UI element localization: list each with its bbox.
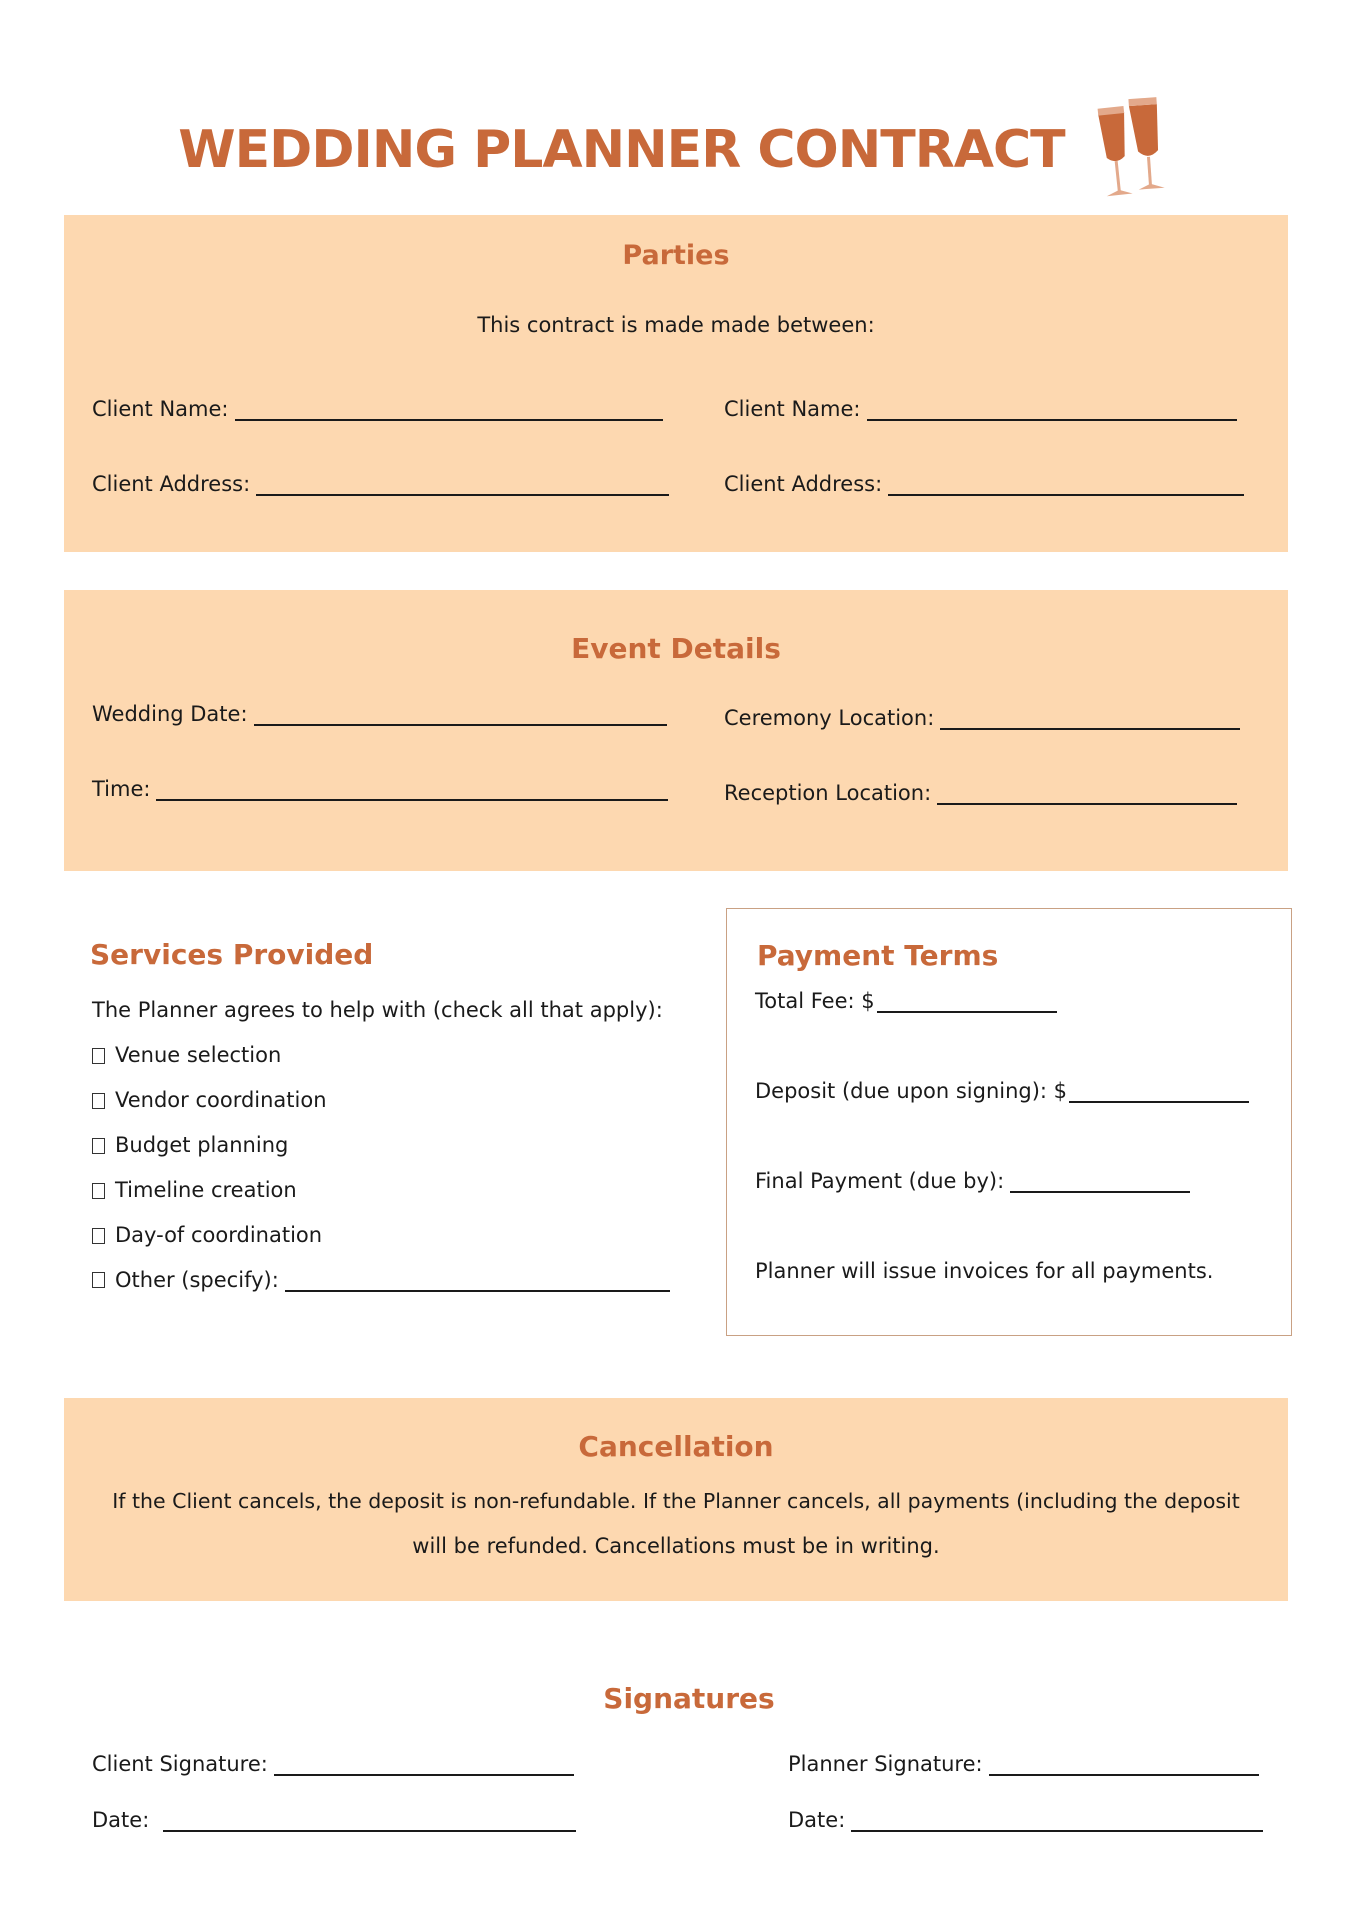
client1-address-label: Client Address: [92,472,251,496]
event-details-section [64,590,1288,871]
champagne-glasses-icon [1088,95,1172,205]
planner-date-label: Date: [788,1808,846,1832]
service-label: Day-of coordination [115,1223,323,1247]
service-checkbox[interactable] [92,1048,105,1064]
time-input[interactable] [156,781,668,801]
total-fee-label: Total Fee: $ [755,989,875,1013]
client1-address-input[interactable] [256,476,669,496]
service-item-vendor[interactable] [92,1088,327,1112]
reception-location-label: Reception Location: [724,781,932,805]
client1-address-field [92,472,669,496]
wedding-date-label: Wedding Date: [92,702,248,726]
client1-name-input[interactable] [235,401,663,421]
client2-name-field [724,397,1237,421]
service-item-budget[interactable] [92,1133,288,1157]
service-checkbox[interactable] [92,1138,105,1154]
cancellation-heading: Cancellation [578,1430,774,1463]
planner-signature-label: Planner Signature: [788,1752,983,1776]
planner-signature-input[interactable] [989,1756,1259,1776]
service-label: Vendor coordination [115,1088,327,1112]
client2-address-input[interactable] [888,476,1244,496]
final-payment-label: Final Payment (due by): [755,1169,1005,1193]
service-label: Budget planning [115,1133,289,1157]
time-label: Time: [92,777,151,801]
ceremony-location-field [724,706,1240,730]
parties-section [64,215,1288,552]
client1-name-field [92,397,663,421]
time-field [92,777,668,801]
payment-terms-box [726,908,1292,1336]
planner-signature-field [788,1752,1259,1776]
ceremony-location-label: Ceremony Location: [724,706,935,730]
cancellation-line-2: will be refunded. Cancellations must be in writing. [412,1534,940,1558]
client2-name-label: Client Name: [724,397,861,421]
service-item-timeline[interactable] [92,1178,297,1202]
parties-heading: Parties [622,240,730,271]
page-title: WEDDING PLANNER CONTRACT [178,120,1065,180]
ceremony-location-input[interactable] [940,710,1240,730]
service-checkbox[interactable] [92,1272,105,1288]
client2-name-input[interactable] [867,401,1237,421]
client-date-input[interactable] [163,1812,576,1832]
client1-name-label: Client Name: [92,397,229,421]
final-payment-input[interactable] [1010,1173,1190,1193]
client-date-label: Date: [92,1808,150,1832]
reception-location-field [724,781,1237,805]
service-item-other[interactable] [92,1268,670,1292]
services-intro: The Planner agrees to help with (check all that apply): [92,998,663,1022]
wedding-date-input[interactable] [254,706,667,726]
parties-intro: This contract is made made between: [477,313,875,337]
final-payment-field [755,1169,1190,1193]
service-checkbox[interactable] [92,1228,105,1244]
invoice-note: Planner will issue invoices for all payments. [755,1259,1214,1283]
service-item-venue[interactable] [92,1043,281,1067]
deposit-field [755,1079,1249,1103]
service-label: Venue selection [115,1043,282,1067]
service-checkbox[interactable] [92,1093,105,1109]
deposit-input[interactable] [1069,1083,1249,1103]
planner-date-field [788,1808,1263,1832]
title-bar [0,95,1350,205]
client-signature-input[interactable] [274,1756,574,1776]
reception-location-input[interactable] [937,785,1237,805]
services-heading: Services Provided [90,938,374,971]
other-specify-input[interactable] [285,1272,670,1292]
service-item-day-of[interactable] [92,1223,322,1247]
client-signature-label: Client Signature: [92,1752,268,1776]
client2-address-field [724,472,1244,496]
total-fee-field [755,989,1057,1013]
service-label: Other (specify): [115,1268,279,1292]
deposit-label: Deposit (due upon signing): $ [755,1079,1068,1103]
client-signature-field [92,1752,574,1776]
wedding-date-field [92,702,667,726]
planner-date-input[interactable] [851,1812,1263,1832]
event-heading: Event Details [571,632,781,665]
service-label: Timeline creation [115,1178,297,1202]
cancellation-line-1: If the Client cancels, the deposit is non-refundable. If the Planner cancels, all payments (including the deposit [112,1489,1240,1513]
signatures-heading: Signatures [603,1682,775,1715]
client2-address-label: Client Address: [724,472,883,496]
client-date-field [92,1808,576,1832]
payment-heading: Payment Terms [757,939,999,972]
total-fee-input[interactable] [877,993,1057,1013]
service-checkbox[interactable] [92,1183,105,1199]
cancellation-section [64,1398,1288,1601]
